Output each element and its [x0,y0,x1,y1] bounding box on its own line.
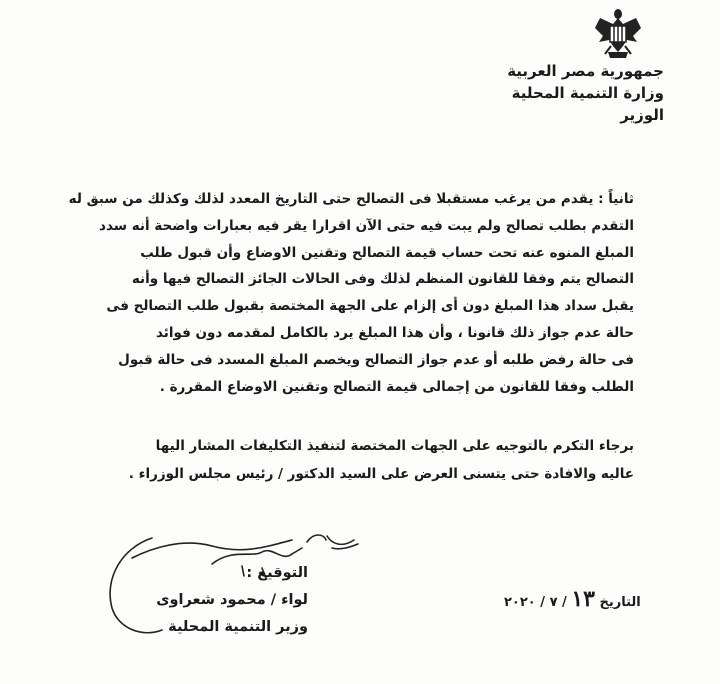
letterhead-ministry: وزارة التنمية المحلية [511,84,664,102]
letter-body [68,186,634,400]
request-paragraph [129,432,634,488]
date-month-year: / ٧ / ٢٠٢٠ [504,595,567,610]
letterhead-country: جمهورية مصر العربية [507,62,664,80]
request-line: برجاء التكرم بالتوجيه على الجهات المختصة لتنفيذ التكليفات المشار اليها [155,438,634,454]
body-line: ثانياً : يقدم من يرغب مستقبلا فى التصالح حتى التاريخ المعدد لذلك وكذلك من سبق له [68,191,634,207]
body-line: الطلب وفقا للقانون من إجمالى قيمة التصالح وتقنين الاوضاع المقررة . [159,378,634,395]
body-line: التقدم بطلب تصالح ولم يبت فيه حتى الآن اقرارا يقر فيه بعبارات واضحة أنه سدد [99,217,634,234]
body-line: حالة عدم جواز ذلك قانونا ، وأن هذا المبلغ يرد بالكامل لمقدمه دون فوائد [155,324,634,341]
eagle-emblem-icon [591,6,645,64]
letterhead-office: الوزير [620,106,664,124]
request-line: عاليه والافادة حتى يتسنى العرض على السيد الدكتور / رئيس مجلس الوزراء . [128,466,634,482]
body-line: يقبل سداد هذا المبلغ دون أى إلزام على الجهة المختصة بقبول طلب التصالح فى [106,298,634,315]
letterhead [507,60,664,126]
signatory-name: لواء / محمود شعراوى [156,592,308,608]
date-day: ١٣ [571,586,595,612]
body-line: فى حالة رفض طلبه أو عدم جواز التصالح ويخصم المبلغ المسدد فى حالة قبول [118,351,634,368]
date-label: التاريخ [599,595,641,610]
body-line: المبلغ المنوه عنه تحت حساب قيمة التصالح وتقنين الاوضاع وأن قبول طلب [140,244,634,261]
body-line: التصالح يتم وفقا للقانون المنظم لذلك وفى الحالات الجائز التصالح فيها وأنه [131,271,634,288]
signature-label: التوقيع : [246,565,308,581]
signature-block [156,560,308,641]
letter-date [504,586,641,612]
signatory-title: وزير التنمية المحلية [168,619,308,635]
